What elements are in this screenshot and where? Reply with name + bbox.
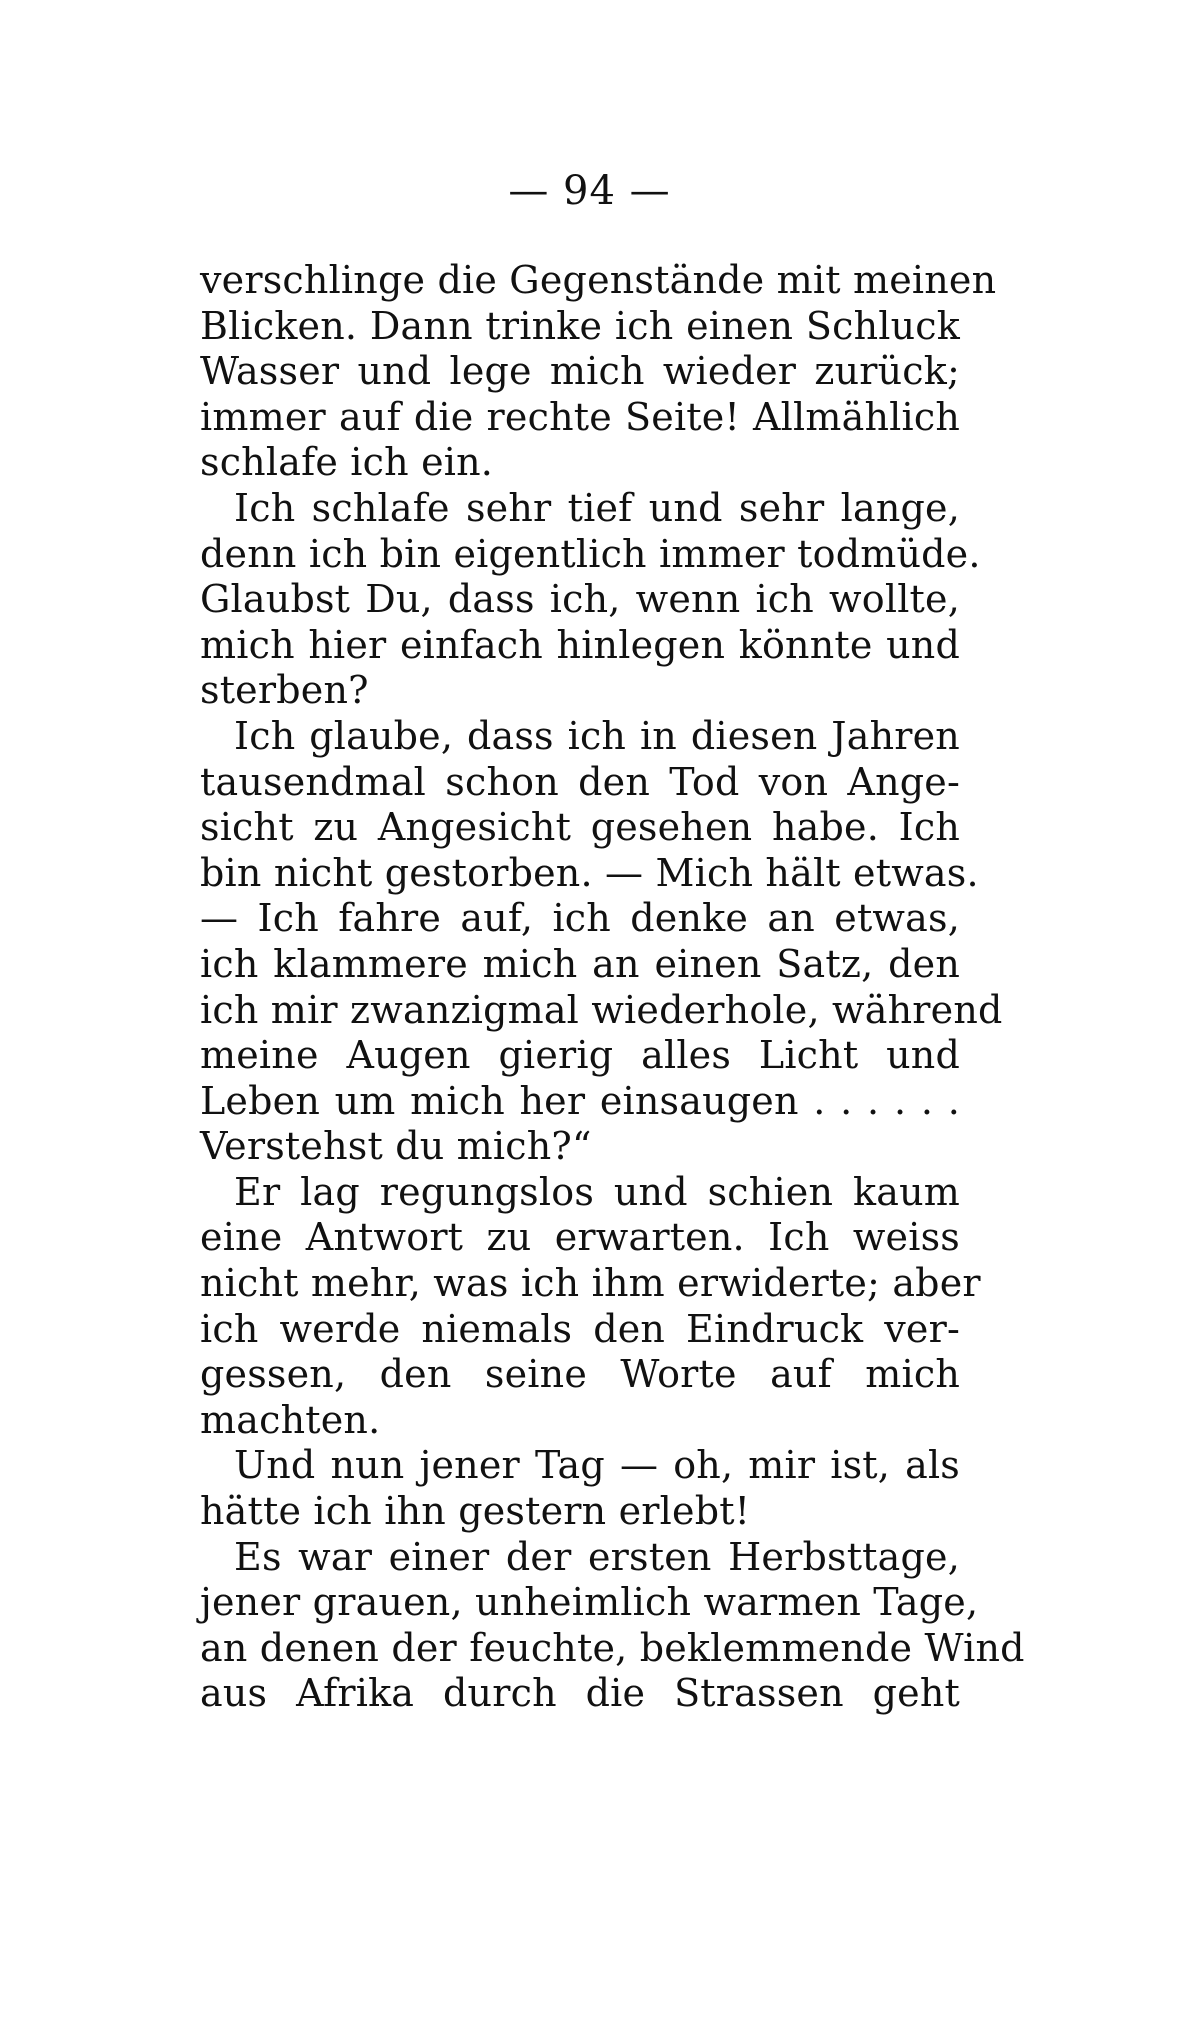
text-line: Es war einer der ersten Herbsttage,: [234, 1534, 960, 1579]
text-line: ich werde niemals den Eindruck ver-: [200, 1306, 960, 1351]
text-line: eine Antwort zu erwarten. Ich weiss: [200, 1215, 960, 1260]
text-line: aus Afrika durch die Strassen geht: [200, 1671, 960, 1716]
text-line: — Ich fahre auf, ich denke an etwas,: [200, 896, 960, 941]
text-line: an denen der feuchte, beklemmende Wind: [200, 1625, 1025, 1670]
text-line: nicht mehr, was ich ihm erwiderte; aber: [200, 1261, 981, 1306]
text-line: jener grauen, unheimlich warmen Tage,: [200, 1580, 979, 1625]
text-line: mich hier einfach hinlegen könnte und: [200, 622, 960, 667]
text-line: Wasser und lege mich wieder zurück;: [200, 349, 960, 394]
text-line: denn ich bin eigentlich immer todmüde.: [200, 531, 981, 576]
text-line: Blicken. Dann trinke ich einen Schluck: [200, 303, 960, 348]
body-text: [200, 258, 1025, 1717]
text-line: tausendmal schon den Tod von Ange-: [200, 759, 960, 804]
text-line: immer auf die rechte Seite! Allmählich: [200, 394, 960, 439]
text-line: sterben?: [200, 668, 369, 713]
text-line: hätte ich ihn gestern erlebt!: [200, 1489, 751, 1534]
text-line: meine Augen gierig alles Licht und: [200, 1033, 960, 1078]
text-line: Und nun jener Tag — oh, mir ist, als: [234, 1443, 960, 1488]
text-line: schlafe ich ein.: [200, 440, 494, 485]
text-line: verschlinge die Gegenstände mit meinen: [200, 258, 997, 302]
text-line: ich mir zwanzigmal wiederhole, während: [200, 987, 1003, 1032]
text-line: Ich glaube, dass ich in diesen Jahren: [234, 713, 960, 758]
text-line: bin nicht gestorben. — Mich hält etwas.: [200, 850, 979, 895]
text-line: Ich schlafe sehr tief und sehr lange,: [234, 485, 960, 530]
text-line: Verstehst du mich?“: [200, 1124, 592, 1169]
text-line: machten.: [200, 1397, 381, 1442]
text-line: ich klammere mich an einen Satz, den: [200, 941, 960, 986]
text-line: Leben um mich her einsaugen . . . . . .: [200, 1078, 960, 1123]
text-line: gessen, den seine Worte auf mich: [200, 1352, 960, 1397]
text-line: Er lag regungslos und schien kaum: [234, 1169, 960, 1214]
page-number: — 94 —: [508, 168, 671, 214]
text-line: sicht zu Angesicht gesehen habe. Ich: [200, 805, 960, 850]
text-line: Glaubst Du, dass ich, wenn ich wollte,: [200, 577, 960, 622]
